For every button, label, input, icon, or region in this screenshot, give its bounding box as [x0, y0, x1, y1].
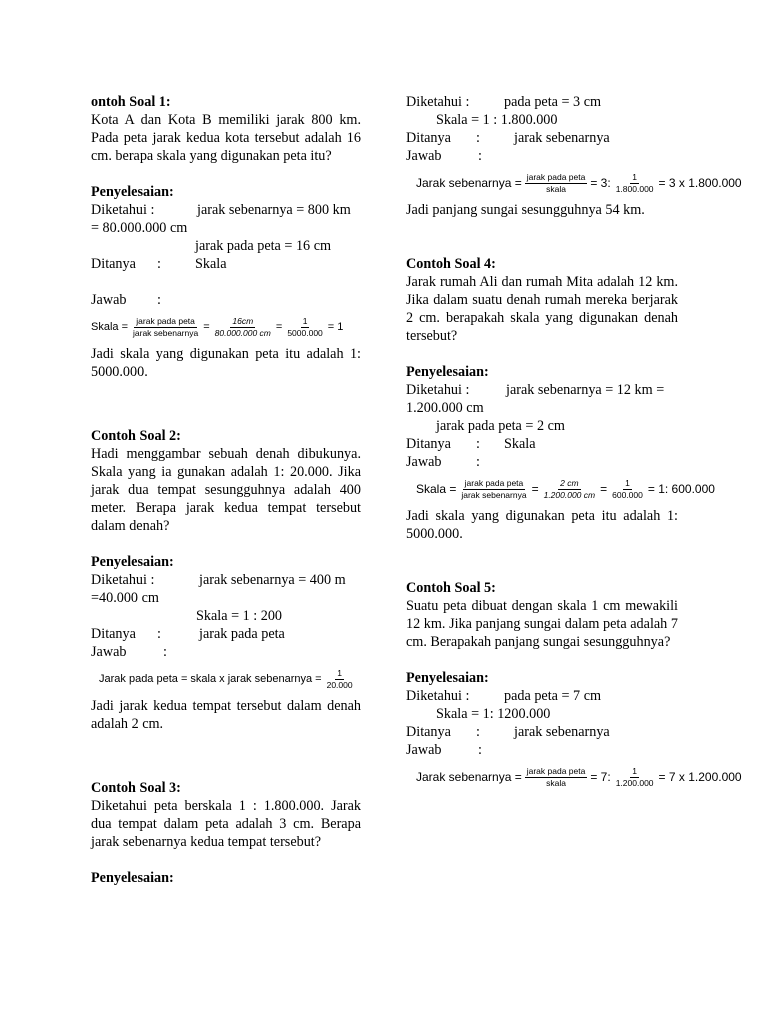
ditanya-label: Ditanya — [406, 724, 451, 740]
diketahui-value-2: jarak pada peta = 16 cm — [195, 238, 332, 254]
formula-fraction: $\frac{\text{jarak pada peta}}{\text{skala}}$ — [526, 171, 586, 194]
soal-4-diketahui-row — [406, 381, 678, 399]
jawab-colon: : — [478, 742, 482, 758]
formula-fraction: $\frac{2 cm}{1.200.000 cm}$ — [543, 477, 596, 500]
diketahui-value: pada peta = 3 cm — [504, 94, 602, 110]
soal-2-text: Hadi menggambar sebuah denah dibukunya. Skala yang ia gunakan adalah 1: 20.000. Jika jarak dua tempat sesungguhnya adalah 400 meter. Berapa jarak kedua tempat tersebut dalam denah? — [91, 446, 361, 534]
ditanya-value: jarak sebenarnya — [514, 130, 610, 146]
soal-5-penyelesaian: Penyelesaian: — [406, 670, 489, 686]
formula-fraction: $\frac{1}{1.800.000}$ — [615, 171, 654, 194]
diketahui-label: Diketahui : — [406, 688, 470, 704]
jawab-label: Jawab — [91, 292, 127, 308]
formula-fraction: $\frac{1}{5000.000}$ — [287, 315, 323, 338]
diketahui-value: jarak sebenarnya = 800 km — [197, 202, 351, 218]
jawab-label: Jawab — [406, 742, 442, 758]
diketahui-value-cont: 1.200.000 cm — [406, 400, 484, 416]
diketahui-value-cont: = 80.000.000 cm — [91, 220, 188, 236]
formula-fraction: $\frac{1}{600.000}$ — [612, 477, 643, 500]
soal-5-formula: Jarak sebenarnya = $\frac{\text{jarak pada peta}}{\text{skala}}$ = 7: $\frac{1}{1.200.000}$ = 7 x 1.200.000 — [416, 765, 742, 788]
formula-lhs: Skala = — [416, 482, 457, 496]
jawab-colon: : — [163, 644, 167, 660]
ditanya-label: Ditanya — [91, 626, 136, 642]
soal-4-conclusion: Jadi skala yang digunakan peta itu adalah 1: 5000.000. — [406, 508, 678, 542]
soal-3-jawab-row — [406, 147, 678, 165]
soal-2-title: Contoh Soal 2: — [91, 428, 181, 444]
diketahui-value-2: jarak pada peta = 2 cm — [436, 418, 565, 434]
formula-lhs: Jarak sebenarnya = — [416, 770, 522, 784]
soal-5-ditanya-row — [406, 723, 678, 741]
ditanya-value: jarak sebenarnya — [514, 724, 610, 740]
formula-lhs: Skala = — [91, 321, 128, 333]
soal-4-jawab-row — [406, 453, 678, 471]
soal-3-diketahui-row — [406, 93, 678, 111]
ditanya-label: Ditanya — [406, 436, 451, 452]
ditanya-value: Skala — [504, 436, 536, 452]
ditanya-colon: : — [157, 256, 161, 272]
left-column — [91, 93, 361, 887]
diketahui-value: jarak sebenarnya = 12 km = — [506, 382, 665, 398]
jawab-label: Jawab — [406, 454, 442, 470]
soal-3-formula: Jarak sebenarnya = $\frac{\text{jarak pada peta}}{\text{skala}}$ = 3: $\frac{1}{1.800.000}$ = 3 x 1.800.000 — [416, 171, 742, 194]
soal-1-jawab-row — [91, 291, 361, 309]
ditanya-label: Ditanya — [91, 256, 136, 272]
ditanya-colon: : — [157, 626, 161, 642]
soal-2-conclusion: Jadi jarak kedua tempat tersebut dalam denah adalah 2 cm. — [91, 698, 361, 732]
soal-2-penyelesaian: Penyelesaian: — [91, 554, 174, 570]
diketahui-value-2: Skala = 1: 1200.000 — [436, 706, 551, 722]
formula-fraction: $\frac{1}{1.200.000}$ — [615, 765, 654, 788]
diketahui-value-2: Skala = 1 : 1.800.000 — [436, 112, 558, 128]
soal-4-text: Jarak rumah Ali dan rumah Mita adalah 12 km. Jika dalam suatu denah rumah mereka berjarak 2 cm. berapakah skala yang digunakan denah tersebut? — [406, 274, 678, 344]
soal-3-text: Diketahui peta berskala 1 : 1.800.000. Jarak dua tempat dalam peta adalah 3 cm. Berapa jarak sebenarnya kedua tempat tersebut? — [91, 798, 361, 850]
soal-2-ditanya-row — [91, 625, 361, 643]
jawab-colon: : — [476, 454, 480, 470]
ditanya-value: jarak pada peta — [199, 626, 285, 642]
soal-1-ditanya-row — [91, 255, 361, 273]
soal-2-diketahui-row — [91, 571, 361, 589]
diketahui-value: jarak sebenarnya = 400 m — [199, 572, 346, 588]
soal-3-title: Contoh Soal 3: — [91, 780, 181, 796]
diketahui-value: pada peta = 7 cm — [504, 688, 602, 704]
jawab-colon: : — [157, 292, 161, 308]
soal-3-penyelesaian: Penyelesaian: — [91, 870, 174, 886]
soal-4-formula: Skala = $\frac{\text{jarak pada peta}}{\text{jarak sebenarnya}}$ = $\frac{2 cm}{1.200.000 cm}$ = $\frac{1}{600.000}$ = 1: 600.000 — [416, 477, 715, 500]
right-column — [406, 93, 742, 795]
jawab-label: Jawab — [91, 644, 127, 660]
formula-lhs: Jarak sebenarnya = — [416, 176, 522, 190]
formula-lhs: Jarak pada peta = skala x jarak sebenarnya = — [99, 673, 322, 685]
soal-2-jawab-row — [91, 643, 361, 661]
diketahui-label: Diketahui : — [91, 202, 155, 218]
formula-fraction: $\frac{\text{jarak pada peta}}{\text{skala}}$ — [526, 765, 586, 788]
jawab-colon: : — [478, 148, 482, 164]
formula-fraction: $\frac{\text{jarak pada peta}}{\text{jarak sebenarnya}}$ — [133, 315, 199, 338]
soal-4-penyelesaian: Penyelesaian: — [406, 364, 489, 380]
soal-4-ditanya-row — [406, 435, 678, 453]
formula-fraction: $\frac{\text{jarak pada peta}}{\text{jarak sebenarnya}}$ — [461, 477, 527, 500]
soal-1-text: Kota A dan Kota B memiliki jarak 800 km. Pada peta jarak kedua kota tersebut adalah 16 cm. berapa skala yang digunakan peta itu? — [91, 112, 361, 164]
soal-1-conclusion: Jadi skala yang digunakan peta itu adalah 1: 5000.000. — [91, 346, 361, 380]
soal-1-diketahui-row — [91, 201, 361, 219]
soal-4-title: Contoh Soal 4: — [406, 256, 496, 272]
diketahui-label: Diketahui : — [406, 382, 470, 398]
soal-1-formula: Skala = $\frac{\text{jarak pada peta}}{\text{jarak sebenarnya}}$ = $\frac{16cm}{80.000.000 cm}$ = $\frac{1}{5000.000}$ = 1 — [91, 315, 344, 338]
ditanya-label: Ditanya — [406, 130, 451, 146]
soal-5-jawab-row — [406, 741, 678, 759]
soal-5-title: Contoh Soal 5: — [406, 580, 496, 596]
ditanya-value: Skala — [195, 256, 227, 272]
diketahui-value-cont: =40.000 cm — [91, 590, 159, 606]
soal-1-title: ontoh Soal 1: — [91, 94, 171, 110]
ditanya-colon: : — [476, 130, 480, 146]
ditanya-colon: : — [476, 436, 480, 452]
jawab-label: Jawab — [406, 148, 442, 164]
formula-fraction: $\frac{16cm}{80.000.000 cm}$ — [214, 315, 271, 338]
soal-3-conclusion: Jadi panjang sungai sesungguhnya 54 km. — [406, 202, 645, 218]
diketahui-label: Diketahui : — [91, 572, 155, 588]
soal-5-diketahui-row — [406, 687, 678, 705]
diketahui-value-2: Skala = 1 : 200 — [196, 608, 283, 624]
diketahui-label: Diketahui : — [406, 94, 470, 110]
ditanya-colon: : — [476, 724, 480, 740]
soal-3-ditanya-row — [406, 129, 678, 147]
soal-5-text: Suatu peta dibuat dengan skala 1 cm mewakili 12 km. Jika panjang sungai dalam peta adalah 7 cm. Berapakah panjang sungai sesungguhnya? — [406, 598, 678, 650]
soal-2-formula — [91, 661, 361, 697]
formula-fraction: $\frac{1}{20.000}$ — [326, 667, 353, 690]
soal-1-penyelesaian: Penyelesaian: — [91, 184, 174, 200]
